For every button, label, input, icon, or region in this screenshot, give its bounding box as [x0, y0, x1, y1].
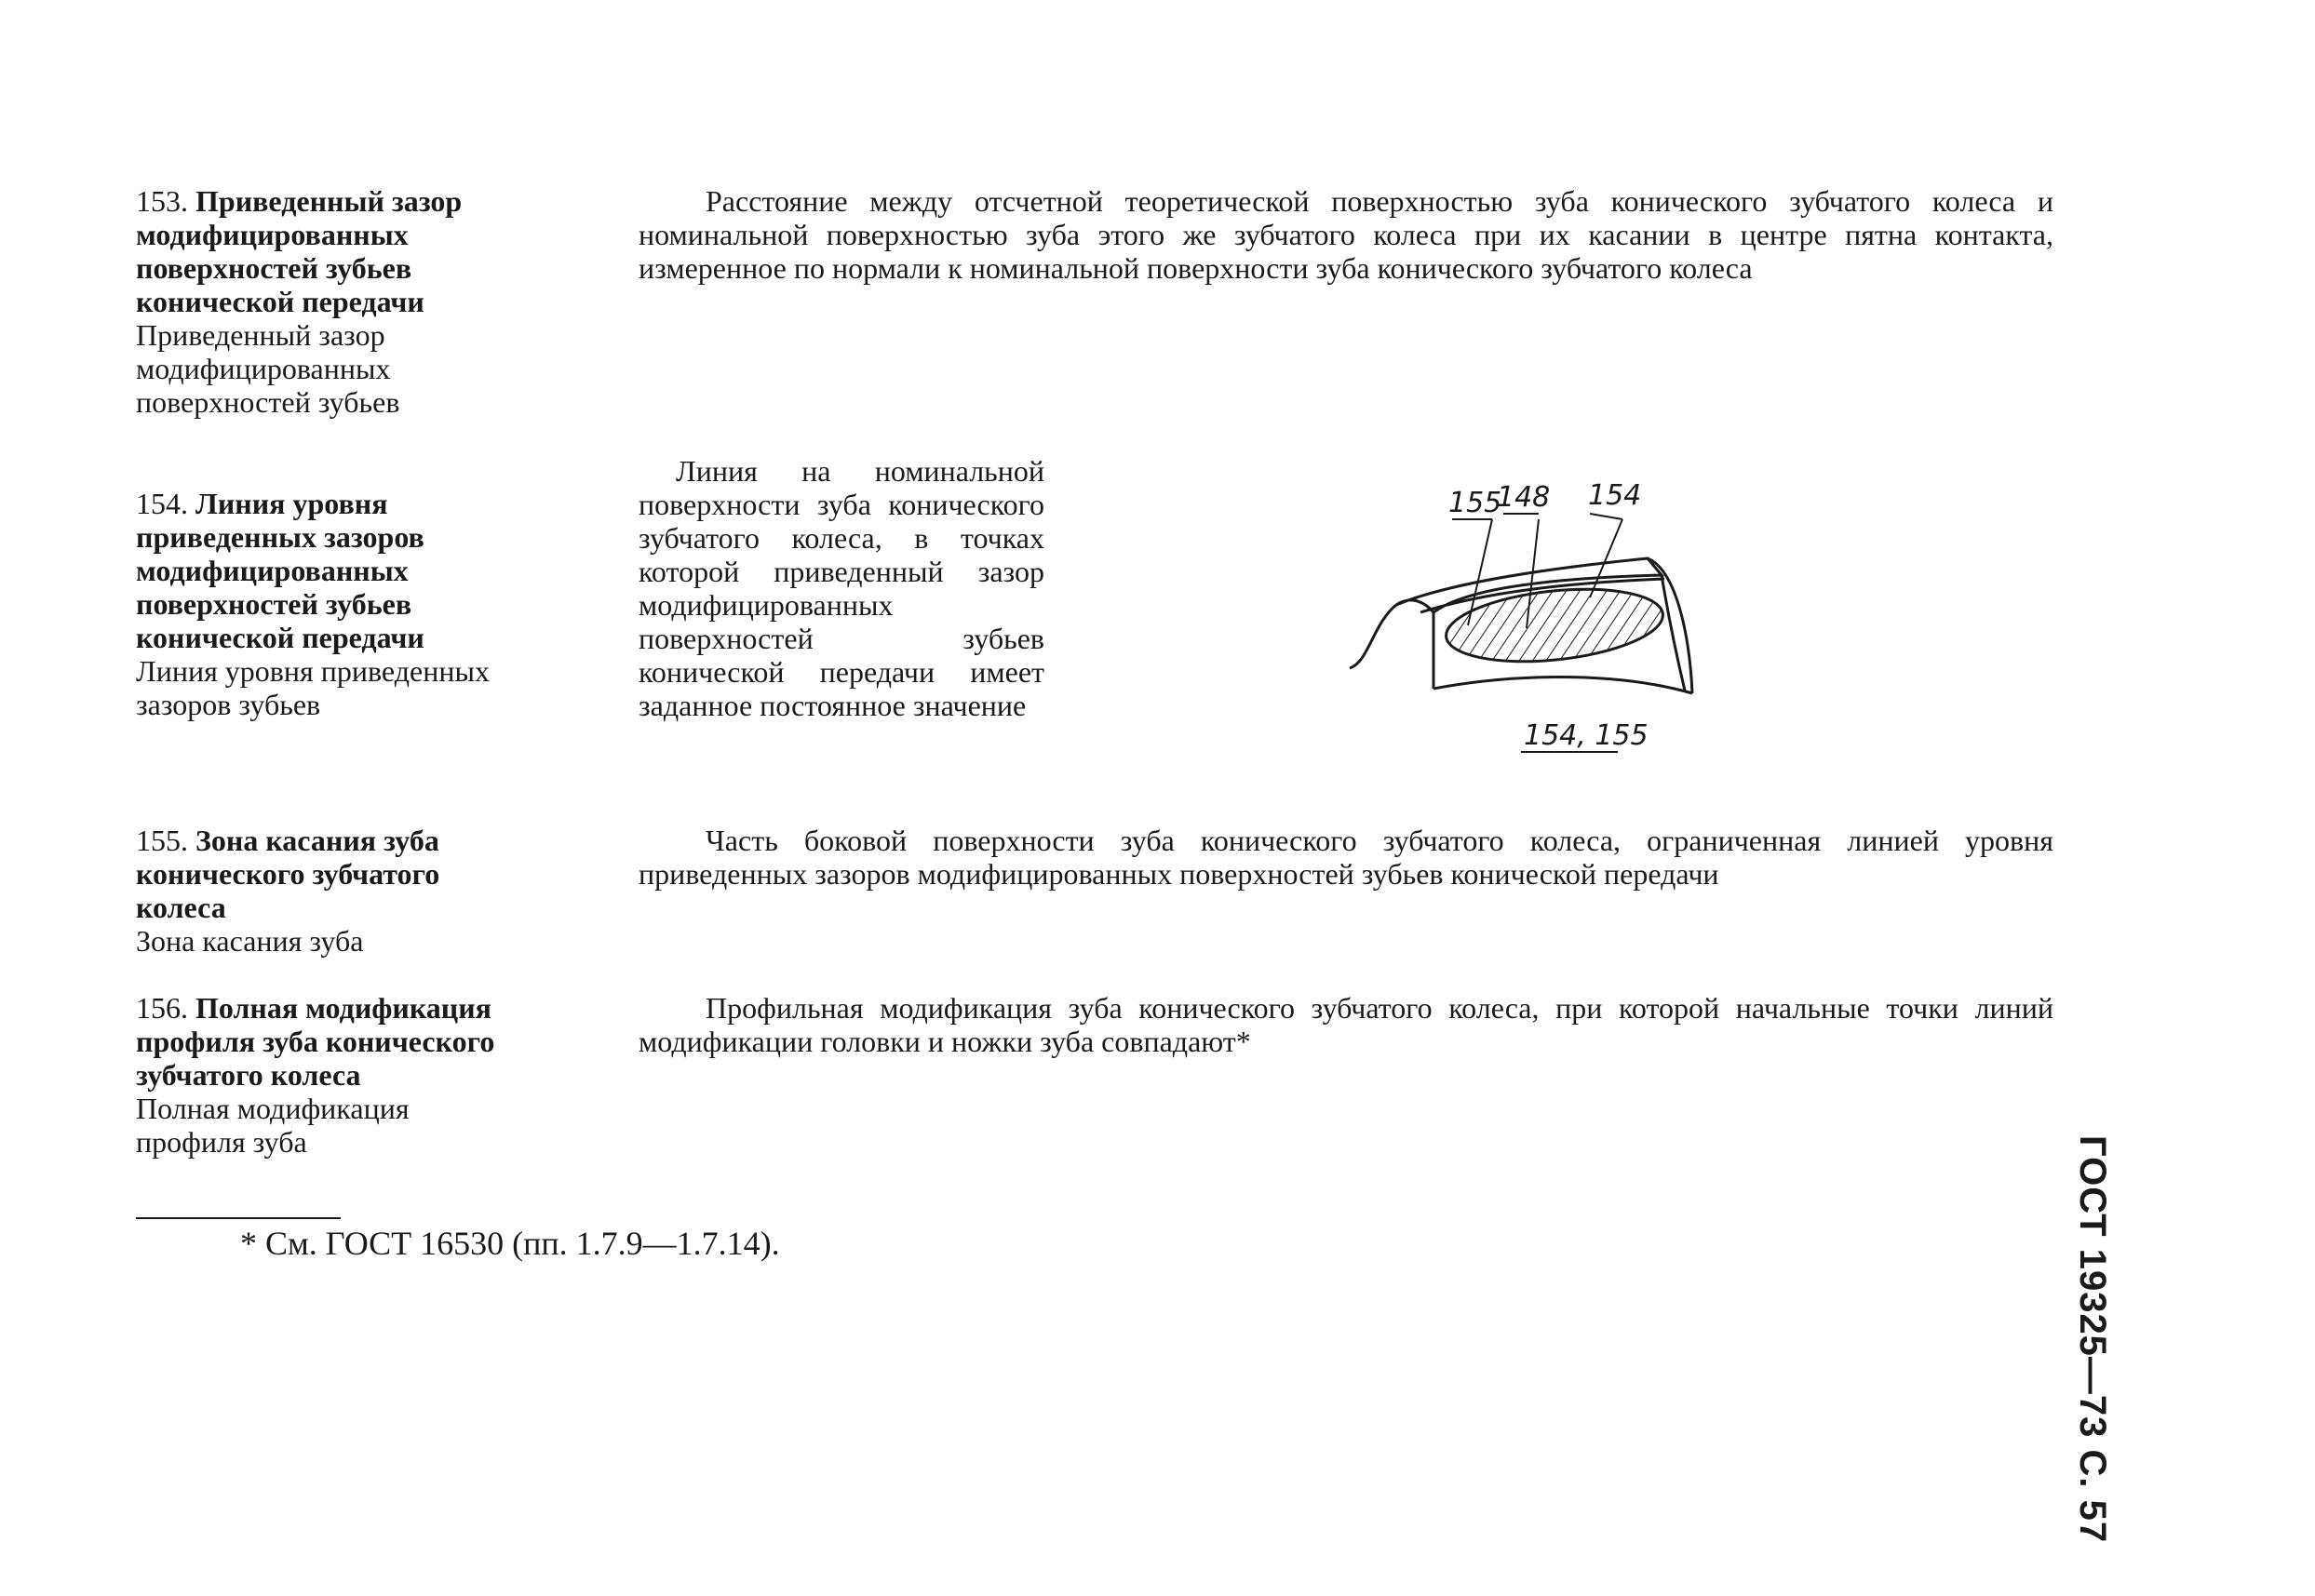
footnote-divider	[136, 1217, 341, 1219]
term-153	[136, 184, 499, 419]
label-155: 155	[1448, 487, 1502, 519]
tooth-contact-figure	[1340, 465, 1750, 763]
term-short-form: Полная модификация профиля зуба	[136, 1092, 410, 1159]
page-side-header: ГОСТ 19325—73 С. 57	[2072, 1135, 2113, 1544]
term-number: 154.	[136, 487, 188, 520]
footnote: * См. ГОСТ 16530 (пп. 1.7.9—1.7.14).	[240, 1225, 780, 1262]
label-148: 148	[1497, 481, 1551, 514]
term-heading: Полная модификация профиля зуба конического зубчатого колеса	[136, 991, 495, 1092]
definition-155: Часть боковой поверхности зуба конического зубчатого колеса, ограниченная линией уровня приведенных зазоров модифицированных поверхностей зубьев конической передачи	[639, 824, 2053, 891]
tooth-diagram	[1340, 465, 1750, 763]
definition-156: Профильная модификация зуба конического зубчатого колеса, при которой начальные точки линий модификации головки и ножки зуба совпадают*	[639, 991, 2053, 1058]
term-short-form: Приведенный зазор модифицированных поверхностей зубьев	[136, 318, 400, 419]
term-number: 156.	[136, 991, 188, 1025]
term-154	[136, 487, 499, 721]
term-heading: Линия уровня приведенных зазоров модифицированных поверхностей зубьев конической передачи	[136, 487, 424, 654]
definition-153: Расстояние между отсчетной теоретической поверхностью зуба конического зубчатого колеса и номинальной поверхностью зуба этого же зубчатого колеса при их касании в центре пятна контакта, измеренное по нормали к номинальной поверхности зуба конического зубчатого колеса	[639, 184, 2053, 285]
term-156	[136, 991, 499, 1159]
figure-caption: 154, 155	[1524, 719, 1649, 752]
leader-154	[1590, 519, 1622, 597]
term-short-form: Линия уровня приведенных зазоров зубьев	[136, 654, 490, 721]
definition-154: Линия на номинальной поверхности зуба конического зубчатого колеса, в точках которой приведенный зазор модифицированных поверхностей зубьев конической передачи имеет заданное постоянное значение	[639, 454, 1044, 722]
term-number: 153.	[136, 184, 188, 218]
term-heading: Зона касания зуба конического зубчатого колеса	[136, 824, 440, 924]
term-number: 155.	[136, 824, 188, 857]
label-154: 154	[1588, 479, 1642, 512]
term-155	[136, 824, 499, 958]
term-heading: Приведенный зазор модифицированных поверхностей зубьев конической передачи	[136, 184, 463, 318]
term-short-form: Зона касания зуба	[136, 924, 364, 958]
